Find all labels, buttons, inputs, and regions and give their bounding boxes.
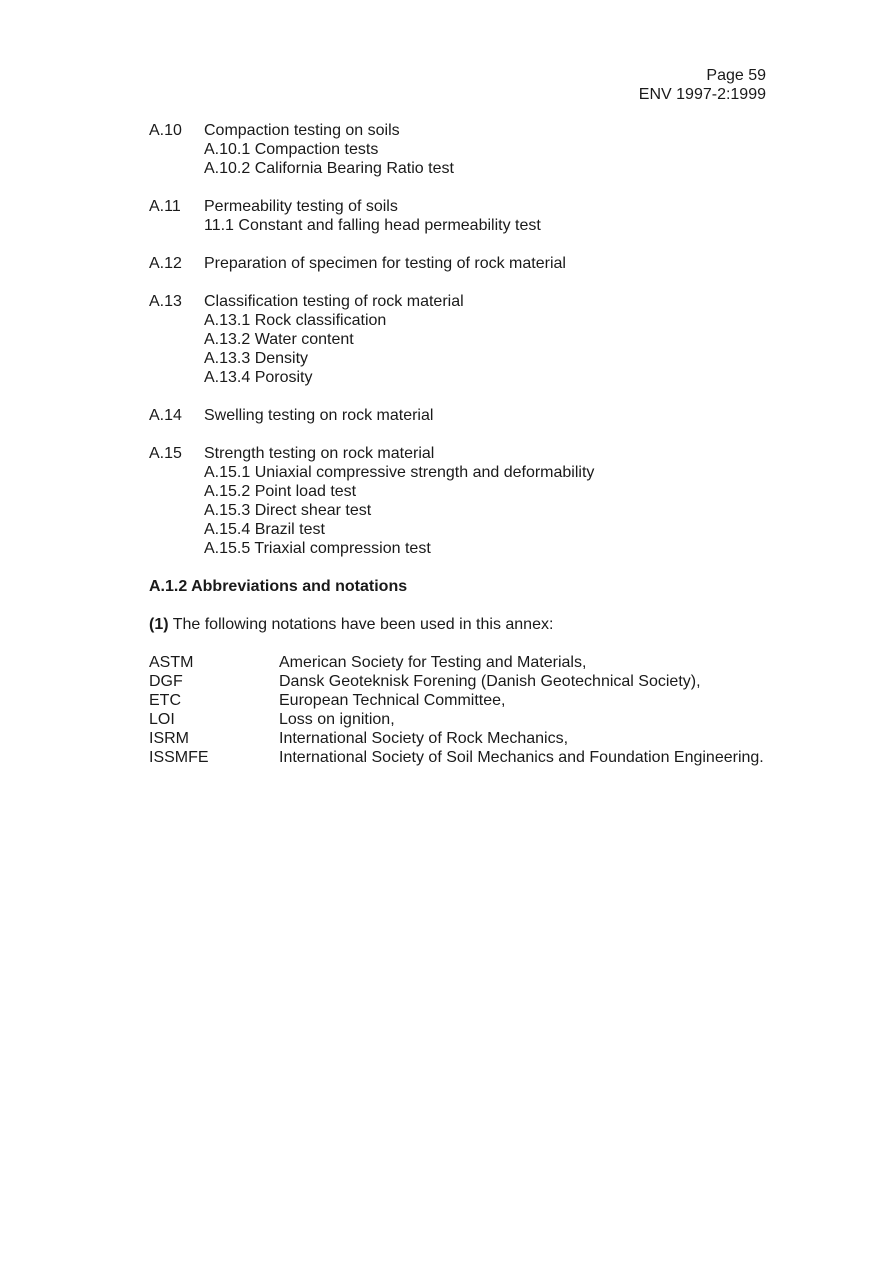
section-number: A.13 [149, 293, 182, 310]
abbreviation-code: ISSMFE [149, 749, 209, 766]
subsection-item: A.15.3 Direct shear test [204, 502, 372, 519]
subsection-item: A.10.1 Compaction tests [204, 141, 379, 158]
abbreviation-description: International Society of Soil Mechanics and Foundation Engineering. [279, 749, 764, 766]
section-entry [149, 121, 809, 178]
subsection-item: A.13.2 Water content [204, 331, 354, 348]
section-number: A.11 [149, 198, 181, 215]
section-title: Preparation of specimen for testing of rock material [204, 255, 566, 272]
section-number: A.14 [149, 407, 182, 424]
abbreviation-code: DGF [149, 673, 183, 690]
subsection-item: A.10.2 California Bearing Ratio test [204, 160, 454, 177]
section-number: A.12 [149, 255, 182, 272]
section-title: Strength testing on rock material [204, 445, 435, 462]
section-title: Classification testing of rock material [204, 293, 464, 310]
subsection-item: A.15.1 Uniaxial compressive strength and deformability [204, 464, 595, 481]
subsection-item: A.15.4 Brazil test [204, 521, 325, 538]
abbreviation-description: European Technical Committee, [279, 692, 506, 709]
section-list [149, 121, 809, 577]
abbreviation-description: International Society of Rock Mechanics, [279, 730, 569, 747]
page-header [639, 66, 766, 104]
abbreviation-row [149, 710, 849, 729]
section-number: A.15 [149, 445, 182, 462]
intro-text: The following notations have been used in this annex: [172, 616, 554, 633]
abbreviation-code: LOI [149, 711, 175, 728]
abbreviation-row [149, 672, 849, 691]
subsection-item: A.13.1 Rock classification [204, 312, 387, 329]
section-entry [149, 406, 809, 425]
abbreviations-table [149, 653, 849, 767]
abbreviation-code: ISRM [149, 730, 189, 747]
abbreviation-row [149, 653, 849, 672]
section-entry [149, 197, 809, 235]
subsection-item: A.15.2 Point load test [204, 483, 357, 500]
subsection-item: A.13.4 Porosity [204, 369, 313, 386]
standard-reference: ENV 1997-2:1999 [638, 86, 766, 103]
abbreviation-code: ETC [149, 692, 181, 709]
abbreviation-row [149, 748, 849, 767]
abbreviation-row [149, 729, 849, 748]
abbreviation-description: American Society for Testing and Materials, [279, 654, 587, 671]
subsection-item: 11.1 Constant and falling head permeability test [204, 217, 541, 234]
abbreviations-intro [149, 615, 553, 634]
section-title: Swelling testing on rock material [204, 407, 434, 424]
abbreviation-code: ASTM [149, 654, 194, 671]
abbreviation-description: Dansk Geoteknisk Forening (Danish Geotechnical Society), [279, 673, 701, 690]
abbreviation-description: Loss on ignition, [279, 711, 395, 728]
page-number: Page 59 [706, 67, 766, 84]
clause-number: (1) [149, 616, 169, 633]
section-title: Compaction testing on soils [204, 122, 400, 139]
section-entry [149, 444, 809, 558]
section-title: Permeability testing of soils [204, 198, 398, 215]
abbreviation-row [149, 691, 849, 710]
subsection-item: A.15.5 Triaxial compression test [204, 540, 431, 557]
subsection-item: A.13.3 Density [204, 350, 309, 367]
section-entry [149, 254, 809, 273]
section-entry [149, 292, 809, 387]
abbreviations-heading: A.1.2 Abbreviations and notations [149, 578, 408, 595]
section-number: A.10 [149, 122, 182, 139]
